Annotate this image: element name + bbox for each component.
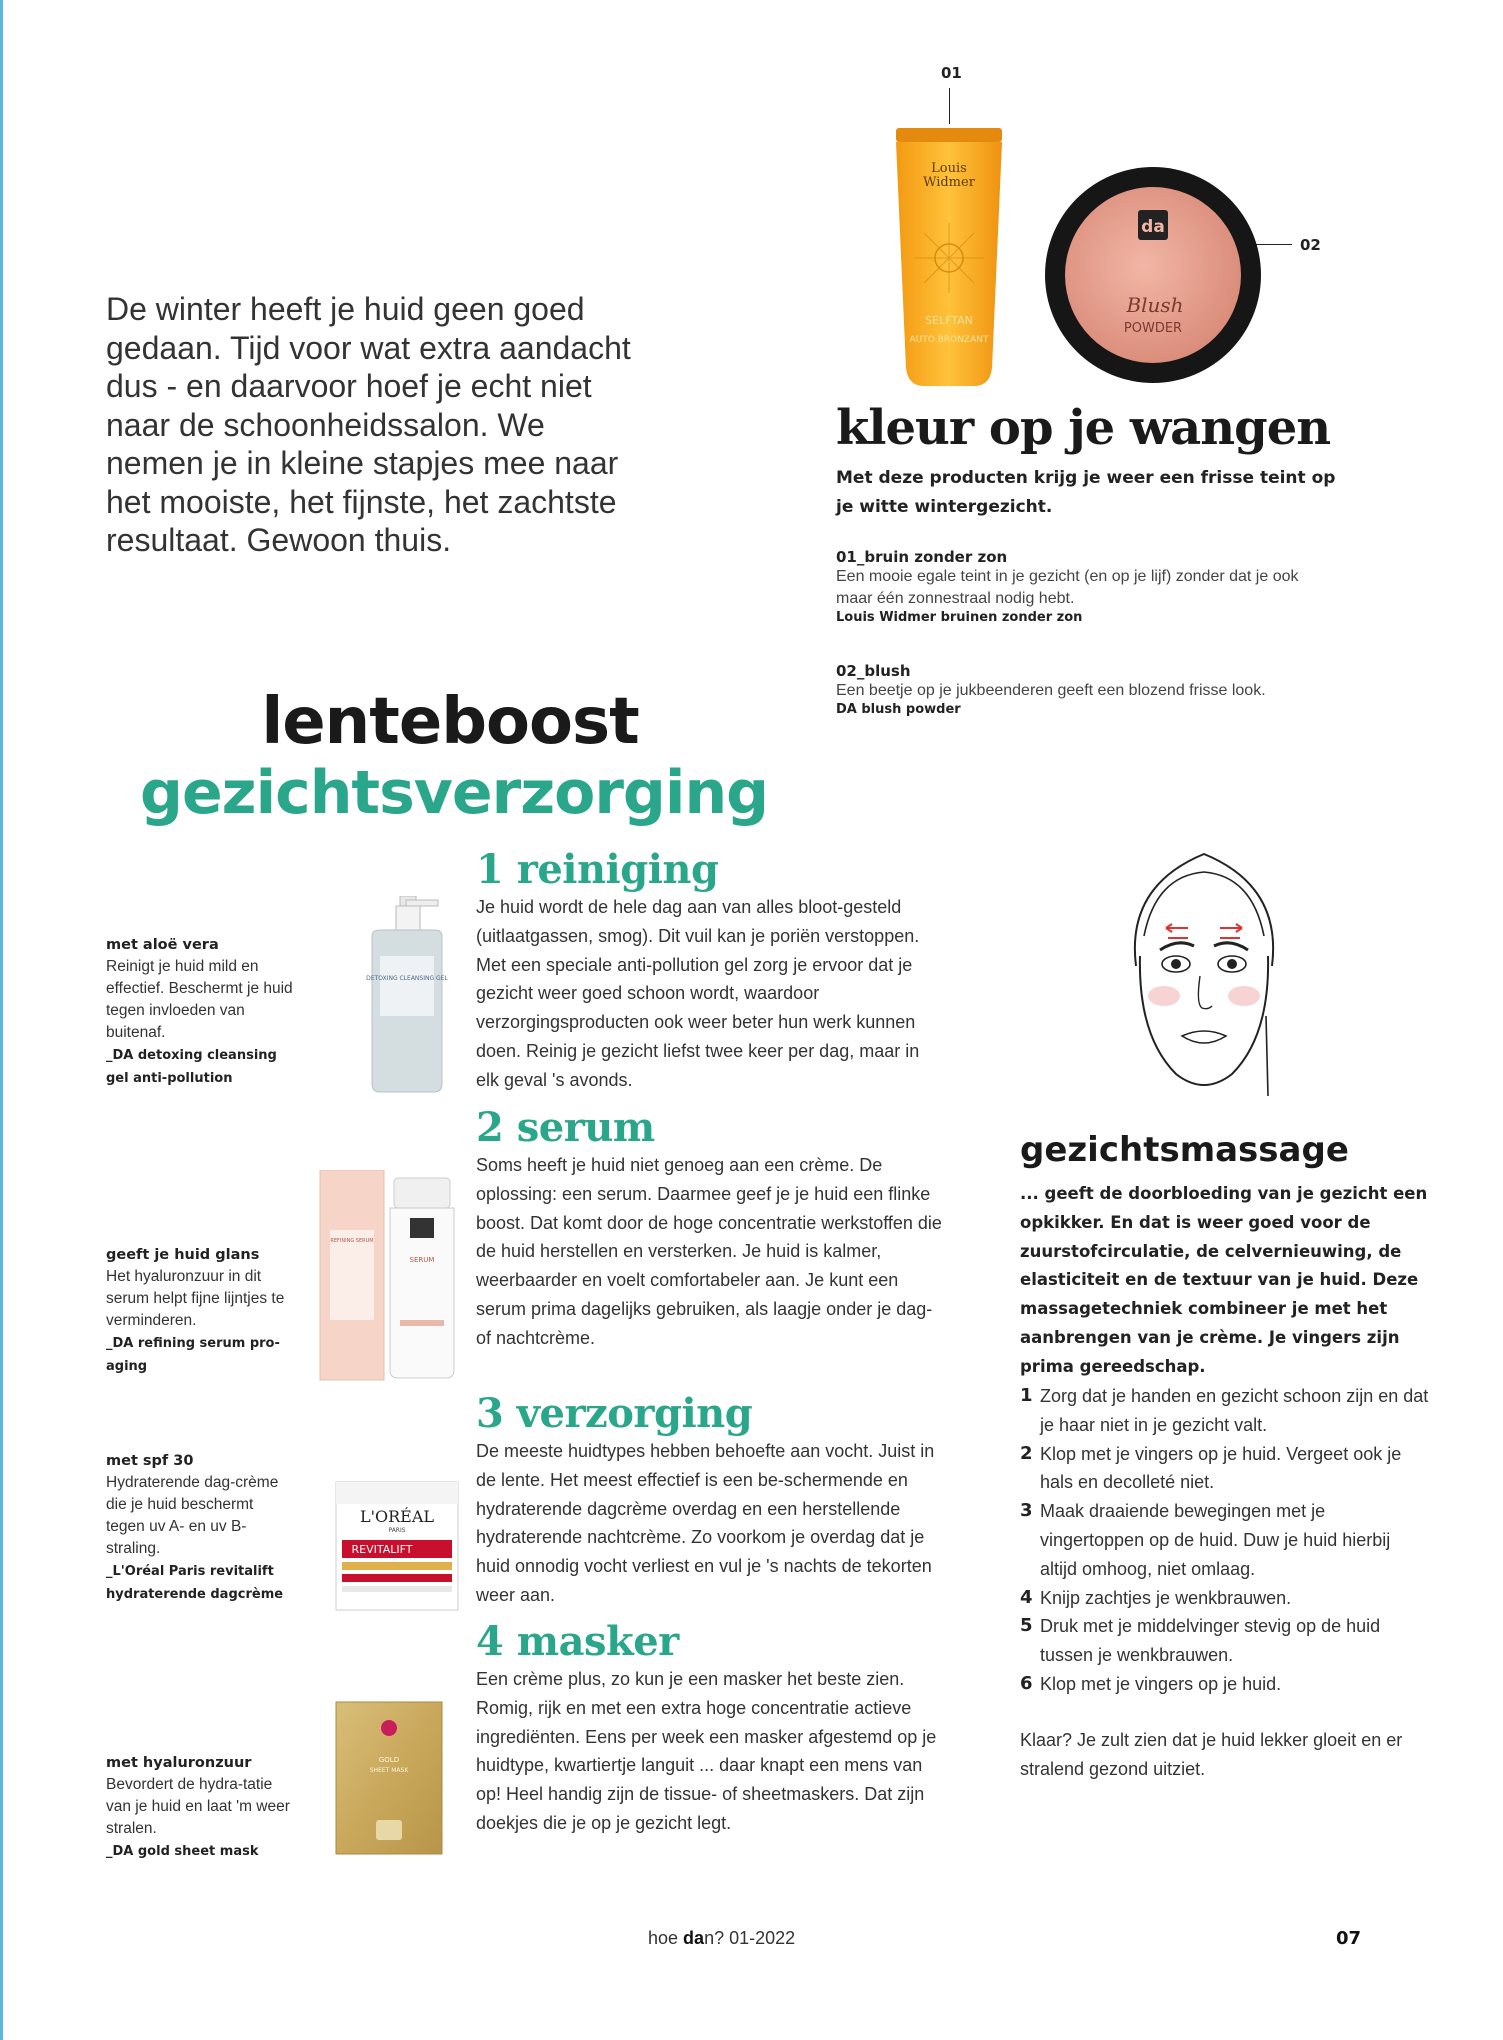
caption-text: Hydraterende dag-crème die je huid beschermt tegen uv A- en uv B-straling.	[106, 1474, 279, 1557]
massage-step	[1020, 1382, 1430, 1440]
kleur-item-name: DA blush powder	[836, 702, 961, 717]
caption-text: Bevordert de hydra-tatie van je huid en laat 'm weer stralen.	[106, 1776, 290, 1837]
step-title: 4 masker	[476, 1618, 679, 1665]
loreal-line: REVITALIFT	[351, 1543, 413, 1556]
kleur-item-02	[836, 662, 1336, 717]
step-2	[476, 1104, 946, 1353]
massage-step-number: 3	[1020, 1500, 1033, 1522]
massage-step-text: Klop met je vingers op je huid. Vergeet ook je hals en decolleté niet.	[1040, 1443, 1402, 1493]
intro-paragraph: De winter heeft je huid geen goed gedaan. Tijd voor wat extra aandacht dus - en daarvoor hoef je echt niet naar de schoonheidssalon. We nemen je in kleine stapjes mee naar het mooiste, het fijnste, het zachtste resultaat. Gewoon thuis.	[106, 291, 631, 558]
serum-box-label: REFINING SERUM	[330, 1238, 374, 1244]
heading-lenteboost: lenteboost	[261, 685, 639, 759]
tube-text-1: SELFTAN	[925, 314, 973, 327]
step-1	[476, 846, 946, 1095]
serum-bottle-label: SERUM	[409, 1256, 435, 1264]
refining-serum-image	[318, 1170, 458, 1382]
tube-text-2: AUTO BRONZANT	[909, 335, 989, 345]
footer-magazine	[648, 1928, 795, 1949]
massage-step	[1020, 1612, 1430, 1670]
step-body: De meeste huidtypes hebben behoefte aan vocht. Juist in de lente. Het meest effectief is een be-schermende en hydraterende dagcrème overdag en een herstellende hydraterende nachtcrème. Zo voorkom je overdag dat je huid onnodig vocht verliest en vul je 's nachts de tekorten weer aan.	[476, 1441, 935, 1605]
massage-step	[1020, 1670, 1430, 1699]
kleur-title: kleur op je wangen	[836, 400, 1331, 456]
step-4	[476, 1618, 946, 1838]
kleur-item-text: Een beetje op je jukbeenderen geeft een blozend frisse look.	[836, 682, 1266, 699]
loreal-city: PARIS	[388, 1527, 406, 1534]
tube-brand-2: Widmer	[923, 175, 975, 190]
massage-steps-list	[1020, 1382, 1430, 1699]
selftan-tube-image	[894, 128, 1004, 390]
footer-issue: n? 01-2022	[704, 1928, 796, 1948]
step-title: 3 verzorging	[476, 1390, 753, 1437]
massage-outro: Klaar? Je zult zien dat je huid lekker gloeit en er stralend gezond uitziet.	[1020, 1730, 1403, 1779]
caption-serum	[106, 1244, 296, 1378]
massage-step	[1020, 1497, 1430, 1583]
caption-head: met aloë vera	[106, 937, 219, 953]
massage-step-number: 4	[1020, 1586, 1033, 1608]
kleur-item-name: Louis Widmer bruinen zonder zon	[836, 610, 1083, 625]
loreal-revitalift-image	[332, 1474, 462, 1614]
kleur-item-head: 02_blush	[836, 662, 911, 680]
caption-head: met hyaluronzuur	[106, 1755, 252, 1771]
step-body: Een crème plus, zo kun je een masker het beste zien. Romig, rijk en met een extra hoge concentratie actieve ingrediënten. Eens per week een masker afgestemd op je huidtype, kwartiertje languit ... daar knapt een mens van op! Heel handig zijn de tissue- of sheetmaskers. Dat zijn doekjes die je op je gezicht legt.	[476, 1669, 937, 1833]
caption-product-name: _DA gold sheet mask	[106, 1844, 259, 1859]
gold-sheet-mask-image	[334, 1700, 444, 1856]
step-title: 2 serum	[476, 1104, 655, 1151]
loreal-brand: L'ORÉAL	[359, 1507, 435, 1526]
mask-text-2: SHEET MASK	[369, 1767, 409, 1774]
massage-step-number: 2	[1020, 1442, 1033, 1464]
caption-text: Het hyaluronzuur in dit serum helpt fijne lijntjes te verminderen.	[106, 1268, 285, 1329]
kleur-item-head: 01_bruin zonder zon	[836, 548, 1008, 566]
marker-02: 02	[1300, 236, 1321, 254]
massage-step-text: Druk met je middelvinger stevig op de huid tussen je wenkbrauwen.	[1040, 1616, 1381, 1666]
step-title: 1 reiniging	[476, 846, 719, 893]
massage-title: gezichtsmassage	[1020, 1130, 1349, 1170]
blush-script: Blush	[1126, 293, 1184, 317]
page-edge-line	[0, 0, 3, 2040]
caption-product-name: _L'Oréal Paris revitalift hydraterende dagcrème	[106, 1564, 284, 1602]
massage-step-text: Maak draaiende bewegingen met je vingertoppen op de huid. Duw je huid hierbij altijd omhoog, niet omlaag.	[1040, 1501, 1391, 1579]
massage-step-number: 1	[1020, 1385, 1033, 1406]
mask-text-1: GOLD	[378, 1756, 400, 1764]
caption-cleansing	[106, 934, 296, 1090]
step-3	[476, 1390, 946, 1610]
caption-head: geeft je huid glans	[106, 1247, 260, 1263]
marker-01-line	[949, 88, 950, 124]
step-body: Soms heeft je huid niet genoeg aan een crème. De oplossing: een serum. Daarmee geef je je huid een flinke boost. Dat komt door de hoge concentratie werkstoffen die de huid herstellen en versterken. Je huid is kalmer, weerbaarder en voelt comfortabeler aan. Je kunt een serum prima dagelijks gebruiken, als laagje onder je dag- of nachtcrème.	[476, 1155, 942, 1348]
caption-daycream	[106, 1450, 296, 1606]
massage-step-number: 6	[1020, 1672, 1033, 1694]
marker-01: 01	[941, 64, 962, 82]
heading-gezichtsverzorging: gezichtsverzorging	[140, 758, 769, 828]
footer-pre: hoe	[648, 1928, 684, 1948]
massage-step	[1020, 1440, 1430, 1498]
footer-brand: da	[683, 1928, 705, 1948]
kleur-subtitle: Met deze producten krijg je weer een frisse teint op je witte wintergezicht.	[836, 468, 1336, 517]
step-body: Je huid wordt de hele dag aan van alles bloot-gesteld (uitlaatgassen, smog). Dit vuil kan je poriën verstoppen. Met een speciale anti-pollution gel zorg je ervoor dat je gezicht weer goed schoon wordt, waardoor verzorgingsproducten ook weer beter hun werk kunnen doen. Reinig je gezicht liefst twee keer per dag, maar in elk geval 's avonds.	[476, 897, 920, 1090]
kleur-item-01	[836, 548, 1336, 625]
kleur-item-text: Een mooie egale teint in je gezicht (en op je lijf) zonder dat je ook maar één zonnestraal nodig hebt.	[836, 568, 1299, 607]
tube-brand-1: Louis	[931, 161, 967, 176]
cleansing-gel-bottle-image	[362, 896, 452, 1094]
caption-product-name: _DA refining serum pro-aging	[106, 1336, 280, 1374]
caption-head: met spf 30	[106, 1453, 194, 1469]
massage-step	[1020, 1584, 1430, 1613]
blush-logo: da	[1141, 217, 1165, 237]
massage-step-number: 5	[1020, 1615, 1033, 1637]
massage-step-text: Zorg dat je handen en gezicht schoon zijn en dat je haar niet in je gezicht valt.	[1040, 1386, 1429, 1435]
face-massage-illustration	[1116, 846, 1292, 1100]
caption-text: Reinigt je huid mild en effectief. Beschermt je huid tegen invloeden van buitenaf.	[106, 958, 293, 1041]
blush-label: POWDER	[1123, 321, 1183, 336]
page-number: 07	[1336, 1928, 1362, 1949]
pump-label: DETOXING CLEANSING GEL	[366, 975, 448, 982]
blush-powder-image	[1042, 164, 1264, 386]
massage-step-text: Klop met je vingers op je huid.	[1040, 1673, 1282, 1694]
massage-step-text: Knijp zachtjes je wenkbrauwen.	[1040, 1587, 1292, 1608]
caption-mask	[106, 1752, 296, 1863]
caption-product-name: _DA detoxing cleansing gel anti-pollution	[106, 1048, 277, 1086]
massage-intro: ... geeft de doorbloeding van je gezicht een opkikker. En dat is weer goed voor de zuurstofcirculatie, de celvernieuwing, de elasticiteit en de textuur van je huid. Deze massagetechniek combineer je met het aanbrengen van je crème. Je vingers zijn prima gereedschap.	[1020, 1184, 1428, 1376]
